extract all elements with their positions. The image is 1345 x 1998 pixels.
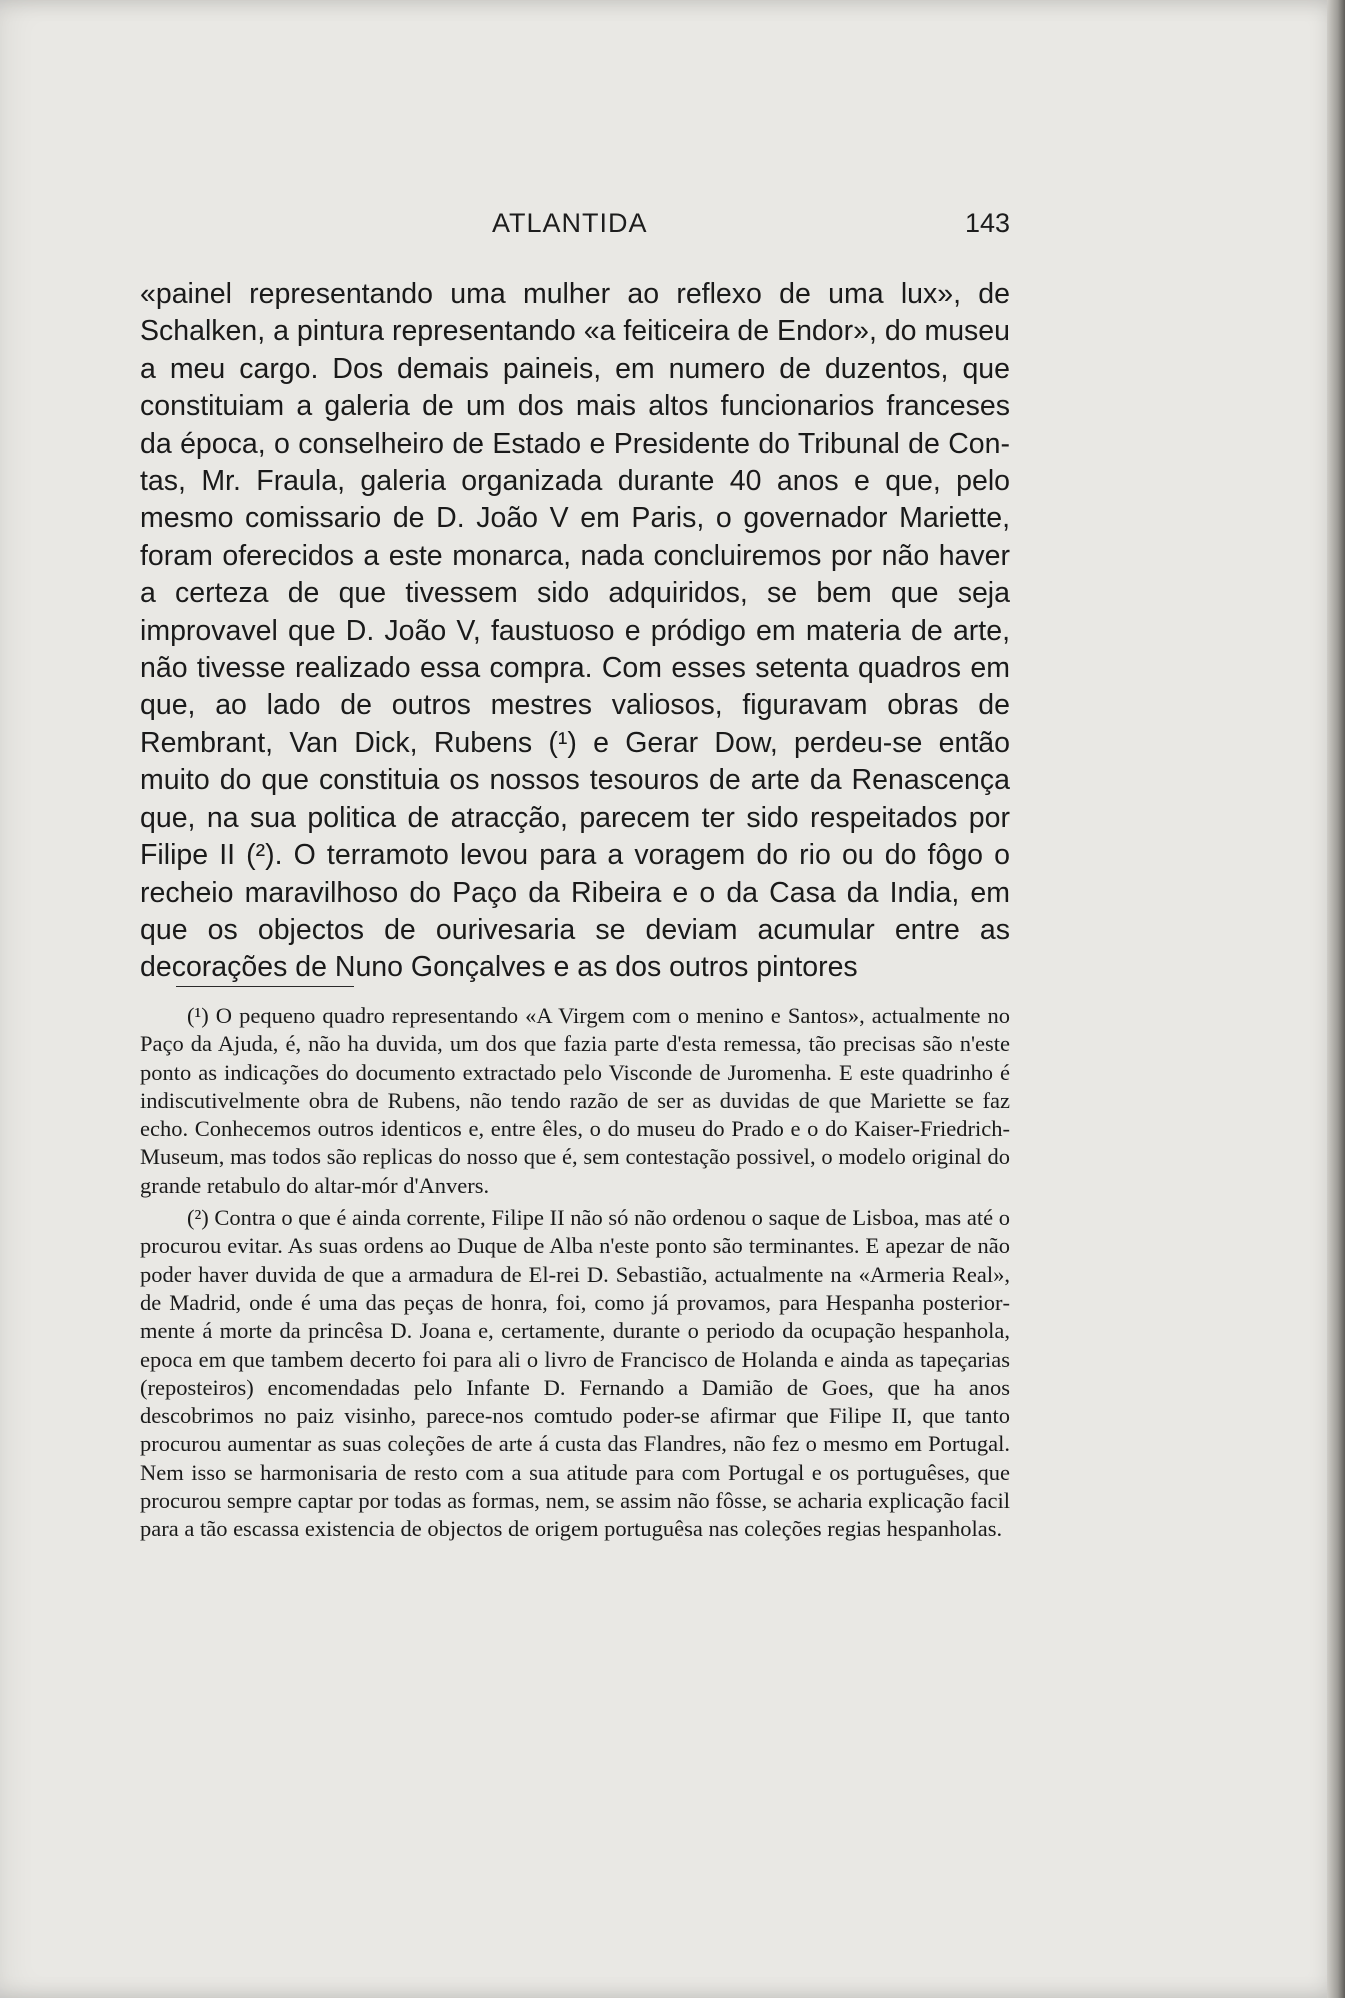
page-edge-shadow [1327,0,1345,1998]
footnote-text: Contra o que é ainda corrente, Filipe II não só não ordenou o saque de Lisboa, mas até o procurou evitar. As suas ordens ao Duque de Alba n'este ponto são terminantes. E apezar de não poder haver duvida de que a armadura de El-rei D. Sebastião, actualmente na «Armeria Real», de Madrid, onde é uma das peças de honra, foi, como já provamos, para Hespanha posteriormente á morte da princêsa D. Joana e, certamente, durante o periodo da ocupação hespanhola, epoca em que tambem decerto foi para ali o livro de Francisco de Holanda e ainda as tapeçarias (reposteiros) encomendadas pelo Infante D. Fernando a Damião de Goes, que ha anos descobrimos no paiz visinho, parece-nos comtudo poder-se afirmar que Filipe II, que tanto procurou aumentar as suas coleções de arte á custa das Flandres, não fez o mesmo em Portugal. Nem isso se harmonisaria de resto com a sua atitude para com Portugal e os portuguêses, que procurou sempre captar por todas as formas, nem, se assim não fôsse, se acharia explicação facil para a tão escassa existencia de objectos de origem portuguêsa nas coleções regias hespanholas. [140,1205,1010,1542]
running-title: ATLANTIDA [492,208,648,238]
footnote-separator [176,986,354,987]
main-text [140,276,1010,987]
footnote-marker: (²) [187,1205,209,1231]
page-number: 143 [964,208,1010,238]
footnotes [140,1002,1010,1544]
footnote-marker: (¹) [187,1003,209,1028]
page-header [140,208,1010,248]
footnote-text: O pequeno quadro representando «A Virgem com o menino e Santos», actualmente no Paço da Ajuda, é, não ha duvida, um dos que fazia parte d'esta remessa, tão precisas são n'este ponto as indicações do documento extractado pelo Visconde de Juromenha. E este quadrinho é indiscutivelmente obra de Rubens, não tendo razão de ser as duvidas de que Mariette se faz echo. Conhecemos outros identicos e, entre êles, o do museu do Prado e o do Kaiser-Friedrich-Museum, mas todos são replicas do nosso que é, sem contestação possivel, o modelo original do grande retabulo do altar-mór d'Anvers. [140,1003,1011,1198]
body-paragraph: «painel representando uma mulher ao reflexo de uma lux», de Schalken, a pintura representando «a feiticeira de Endor», do museu a meu cargo. Dos demais paineis, em numero de duzentos, que constituiam a galeria de um dos mais altos funcionarios franceses da época, o conselheiro de Estado e Presidente do Tribunal de Contas, Mr. Fraula, galeria organizada durante 40 anos e que, pelo mesmo comissario de D. João V em Paris, o governador Mariette, foram oferecidos a este monarca, nada concluiremos por não haver a certeza de que tivessem sido adquiridos, se bem que seja improvavel que D. João V, faustuoso e pródigo em materia de arte, não tivesse realizado essa compra. Com esses setenta quadros em que, ao lado de outros mestres valiosos, figuravam obras de Rembrant, Van Dick, Rubens (¹) e Gerar Dow, perdeu-se então muito do que constituia os nossos tesouros de arte da Renascença que, na sua politica de atracção, parecem ter sido respeitados por Filipe II (²). O terramoto levou para a voragem do rio ou do fôgo o recheio maravilhoso do Paço da Ribeira e o da Casa da India, em que os objectos de ourivesaria se deviam acumular entre as decorações de Nuno Gonçalves e as dos outros pintores [140,278,1010,984]
footnote-2 [140,1204,1010,1544]
footnote-1 [140,1002,1010,1200]
